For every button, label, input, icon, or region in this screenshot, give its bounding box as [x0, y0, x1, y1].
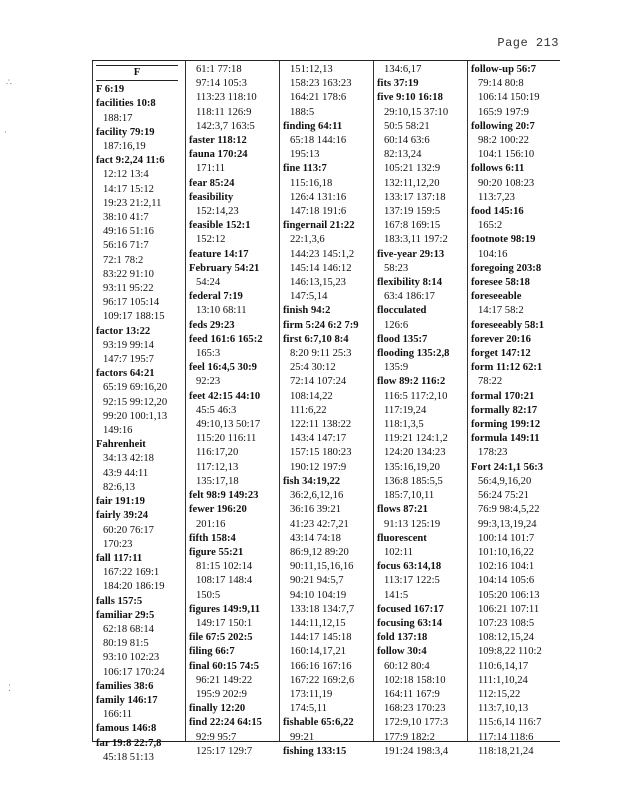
index-reference: 104:14 105:6 — [478, 575, 535, 587]
index-reference: 167:8 169:15 — [384, 220, 441, 232]
index-term: final 60:15 74:5 — [189, 660, 260, 672]
index-reference: 72:14 107:24 — [290, 376, 347, 388]
index-reference: 62:18 68:14 — [103, 623, 154, 635]
index-term: footnote 98:19 — [471, 234, 536, 246]
index-reference: 45:5 46:3 — [196, 404, 237, 416]
index-term: falls 157:5 — [96, 595, 143, 607]
index-term: feel 16:4,5 30:9 — [189, 362, 257, 374]
index-reference: 102:16 104:1 — [478, 561, 535, 573]
index-reference: 65:18 144:16 — [290, 135, 347, 147]
index-term: fits 37:19 — [377, 78, 419, 90]
index-reference: 147:7 195:7 — [103, 354, 154, 366]
index-reference: 143:4 147:17 — [290, 433, 347, 445]
index-reference: 195:9 202:9 — [196, 688, 247, 700]
index-reference: 119:21 124:1,2 — [384, 433, 448, 445]
index-reference: 80:19 81:5 — [103, 638, 149, 650]
index-reference: 132:11,12,20 — [384, 177, 440, 189]
index-reference: 201:16 — [196, 518, 226, 530]
index-reference: 36:2,6,12,16 — [290, 490, 344, 502]
index-reference: 19:23 21:2,11 — [103, 197, 162, 209]
index-reference: 165:2 — [478, 220, 503, 232]
index-term: facility 79:19 — [96, 126, 155, 138]
index-term: forming 199:12 — [471, 419, 541, 431]
index-reference: 91:13 125:19 — [384, 518, 441, 530]
index-term: fauna 170:24 — [189, 149, 248, 161]
index-reference: 116:17,20 — [196, 447, 239, 459]
index-term: flood 135:7 — [377, 333, 428, 345]
index-reference: 165:9 197:9 — [478, 106, 529, 118]
index-term: finally 12:20 — [189, 703, 246, 715]
index-term: fish 34:19,22 — [283, 475, 341, 487]
index-term: foresee 58:18 — [471, 277, 530, 289]
index-reference: 144:11,12,15 — [290, 617, 346, 629]
index-reference: 104:1 156:10 — [478, 149, 535, 161]
index-reference: 158:23 163:23 — [290, 78, 352, 90]
index-reference: 177:9 182:2 — [384, 731, 435, 743]
index-column-3 — [280, 61, 374, 757]
index-term: fingernail 21:22 — [283, 220, 355, 232]
index-term: federal 7:19 — [189, 291, 243, 303]
index-reference: 142:3,7 163:5 — [196, 120, 255, 132]
index-term: find 22:24 64:15 — [189, 717, 262, 729]
index-reference: 160:14,17,21 — [290, 646, 346, 658]
index-reference: 109:8,22 110:2 — [478, 646, 542, 658]
index-term: focused 167:17 — [377, 603, 444, 615]
index-reference: 167:22 169:2,6 — [290, 674, 355, 686]
index-term: five-year 29:13 — [377, 248, 445, 260]
index-reference: 141:5 — [384, 589, 409, 601]
index-term: foreseeable — [471, 291, 522, 303]
index-reference: 99:20 100:1,13 — [103, 410, 168, 422]
index-reference: 188:5 — [290, 106, 315, 118]
index-reference: 113:7,10,13 — [478, 703, 529, 715]
index-reference: 13:10 68:11 — [196, 305, 247, 317]
index-reference: 113:23 118:10 — [196, 92, 257, 104]
index-reference: 29:10,15 37:10 — [384, 106, 449, 118]
index-reference: 109:17 188:15 — [103, 311, 165, 323]
index-reference: 185:7,10,11 — [384, 490, 435, 502]
index-reference: 191:24 198:3,4 — [384, 745, 449, 757]
index-reference: 106:21 107:11 — [478, 603, 540, 615]
index-term: finish 94:2 — [283, 305, 331, 317]
index-reference: 98:2 100:22 — [478, 135, 529, 147]
index-reference: 122:11 138:22 — [290, 419, 352, 431]
index-reference: 117:12,13 — [196, 461, 239, 473]
index-reference: 93:11 95:22 — [103, 283, 154, 295]
index-reference: 144:17 145:18 — [290, 632, 352, 644]
index-reference: 124:20 134:23 — [384, 447, 446, 459]
index-reference: 96:21 149:22 — [196, 674, 253, 686]
index-reference: 115:16,18 — [290, 177, 333, 189]
index-reference: 115:20 116:11 — [196, 433, 257, 445]
index-reference: 115:6,14 116:7 — [478, 717, 542, 729]
index-reference: 60:14 63:6 — [384, 135, 430, 147]
index-reference: 164:11 167:9 — [384, 688, 440, 700]
index-reference: 112:15,22 — [478, 688, 521, 700]
index-reference: 56:16 71:7 — [103, 240, 149, 252]
index-term: fact 9:2,24 11:6 — [96, 155, 165, 167]
index-reference: 110:6,14,17 — [478, 660, 529, 672]
index-term: flocculated — [377, 305, 427, 317]
index-reference: 113:7,23 — [478, 191, 515, 203]
index-reference: 104:16 — [478, 248, 508, 260]
index-reference: 195:13 — [290, 149, 320, 161]
index-reference: 86:9,12 89:20 — [290, 546, 349, 558]
index-reference: 135:9 — [384, 362, 409, 374]
index-term: familiar 29:5 — [96, 609, 155, 621]
index-reference: 56:4,9,16,20 — [478, 475, 532, 487]
index-column-1 — [92, 61, 186, 763]
index-reference: 100:14 101:7 — [478, 532, 535, 544]
index-reference: 38:10 41:7 — [103, 212, 149, 224]
index-reference: 106:14 150:19 — [478, 92, 540, 104]
index-reference: 135:17,18 — [196, 475, 239, 487]
index-reference: 83:22 91:10 — [103, 268, 154, 280]
index-reference: 65:19 69:16,20 — [103, 382, 168, 394]
index-reference: 146:13,15,23 — [290, 277, 346, 289]
scan-mark: ⁚ — [8, 684, 11, 694]
index-term: form 11:12 62:1 — [471, 362, 543, 374]
index-reference: 183:3,11 197:2 — [384, 234, 448, 246]
index-term: fine 113:7 — [283, 163, 327, 175]
index-term: first 6:7,10 8:4 — [283, 333, 349, 345]
index-reference: 99:21 — [290, 731, 315, 743]
index-term: fishable 65:6,22 — [283, 717, 354, 729]
index-reference: 60:20 76:17 — [103, 524, 154, 536]
index-reference: 126:6 — [384, 319, 409, 331]
index-reference: 96:17 105:14 — [103, 297, 160, 309]
index-reference: 147:18 191:6 — [290, 206, 347, 218]
index-reference: 118:18,21,24 — [478, 745, 534, 757]
index-reference: 102:11 — [384, 546, 414, 558]
index-reference: 34:13 42:18 — [103, 453, 154, 465]
index-term: flooding 135:2,8 — [377, 348, 450, 360]
index-term: follows 6:11 — [471, 163, 525, 175]
index-term: follow 30:4 — [377, 646, 427, 658]
index-term: families 38:6 — [96, 680, 154, 692]
index-reference: 133:18 134:7,7 — [290, 603, 355, 615]
scan-mark: · — [4, 128, 7, 138]
index-term: faster 118:12 — [189, 135, 247, 147]
index-term: fairly 39:24 — [96, 510, 149, 522]
index-term: fluorescent — [377, 532, 427, 544]
index-reference: 41:23 42:7,21 — [290, 518, 349, 530]
index-term: factors 64:21 — [96, 368, 155, 380]
index-term: felt 98:9 149:23 — [189, 490, 259, 502]
index-reference: 101:10,16,22 — [478, 546, 534, 558]
index-reference: 82:13,24 — [384, 149, 422, 161]
index-term: family 146:17 — [96, 694, 158, 706]
index-reference: 166:16 167:16 — [290, 660, 352, 672]
section-letter-heading: F — [96, 65, 178, 81]
index-reference: 113:17 122:5 — [384, 575, 440, 587]
index-reference: 90:21 94:5,7 — [290, 575, 344, 587]
index-reference: 170:23 — [103, 538, 133, 550]
index-term: factor 13:22 — [96, 325, 151, 337]
index-reference: 106:17 170:24 — [103, 666, 165, 678]
index-term: fall 117:11 — [96, 552, 143, 564]
index-reference: 171:11 — [196, 163, 226, 175]
index-term: formula 149:11 — [471, 433, 540, 445]
index-term: feds 29:23 — [189, 319, 235, 331]
index-term: fishing 133:15 — [283, 745, 347, 757]
index-reference: 145:14 146:12 — [290, 262, 352, 274]
index-reference: 117:19,24 — [384, 404, 427, 416]
index-term: feasibility — [189, 191, 234, 203]
index-term: fair 191:19 — [96, 496, 145, 508]
index-reference: 147:5,14 — [290, 291, 328, 303]
index-reference: 97:14 105:3 — [196, 78, 247, 90]
index-reference: 12:12 13:4 — [103, 169, 149, 181]
index-reference: 63:4 186:17 — [384, 291, 435, 303]
index-reference: 99:3,13,19,24 — [478, 518, 537, 530]
index-term: follow-up 56:7 — [471, 64, 537, 75]
index-reference: 188:17 — [103, 112, 133, 124]
index-reference: 49:10,13 50:17 — [196, 419, 261, 431]
index-reference: 61:1 77:18 — [196, 64, 242, 75]
index-reference: 93:19 99:14 — [103, 339, 154, 351]
index-term: far 19:8 22:7,8 — [96, 737, 162, 749]
index-reference: 167:22 169:1 — [103, 567, 160, 579]
index-reference: 118:11 126:9 — [196, 106, 252, 118]
index-reference: 45:18 51:13 — [103, 751, 154, 763]
index-reference: 49:16 51:16 — [103, 226, 154, 238]
index-term: flexibility 8:14 — [377, 277, 443, 289]
index-reference: 149:16 — [103, 425, 133, 437]
index-term: fewer 196:20 — [189, 504, 247, 516]
index-term: figures 149:9,11 — [189, 603, 261, 615]
index-reference: 144:23 145:1,2 — [290, 248, 355, 260]
index-term: foreseeably 58:1 — [471, 319, 545, 331]
index-reference: 25:4 30:12 — [290, 362, 336, 374]
index-term: formally 82:17 — [471, 404, 538, 416]
index-reference: 134:6,17 — [384, 64, 422, 75]
index-reference: 90:11,15,16,16 — [290, 561, 354, 573]
index-reference: 190:12 197:9 — [290, 461, 347, 473]
index-reference: 60:12 80:4 — [384, 660, 430, 672]
index-reference: 118:1,3,5 — [384, 419, 424, 431]
index-reference: 43:9 44:11 — [103, 467, 149, 479]
index-reference: 36:16 39:21 — [290, 504, 341, 516]
index-reference: 90:20 108:23 — [478, 177, 535, 189]
index-term: forget 147:12 — [471, 348, 531, 360]
index-term: focusing 63:14 — [377, 617, 443, 629]
index-reference: 108:14,22 — [290, 390, 333, 402]
index-reference: 105:20 106:13 — [478, 589, 540, 601]
index-term: F 6:19 — [96, 84, 125, 96]
index-reference: 78:22 — [478, 376, 503, 388]
index-reference: 92:23 — [196, 376, 221, 388]
index-term: formal 170:21 — [471, 390, 535, 402]
index-reference: 165:3 — [196, 348, 221, 360]
index-reference: 116:5 117:2,10 — [384, 390, 448, 402]
index-term: February 54:21 — [189, 262, 260, 274]
index-reference: 72:1 78:2 — [103, 254, 144, 266]
index-term: foregoing 203:8 — [471, 262, 542, 274]
index-grid — [92, 60, 560, 763]
index-term: following 20:7 — [471, 120, 535, 132]
index-reference: 105:21 132:9 — [384, 163, 441, 175]
index-reference: 50:5 58:21 — [384, 120, 430, 132]
index-term: Fort 24:1,1 56:3 — [471, 461, 544, 473]
index-reference: 166:11 — [103, 709, 133, 721]
index-reference: 172:9,10 177:3 — [384, 717, 449, 729]
index-term: facilities 10:8 — [96, 98, 156, 110]
index-term: feature 14:17 — [189, 248, 249, 260]
scan-mark: ∴ — [6, 78, 12, 88]
index-reference: 14:17 58:2 — [478, 305, 524, 317]
index-reference: 79:14 80:8 — [478, 78, 524, 90]
index-column-5 — [468, 61, 562, 757]
index-reference: 152:14,23 — [196, 206, 239, 218]
index-reference: 108:12,15,24 — [478, 632, 534, 644]
index-reference: 149:17 150:1 — [196, 617, 253, 629]
index-reference: 93:10 102:23 — [103, 652, 160, 664]
index-term: flow 89:2 116:2 — [377, 376, 446, 388]
index-reference: 43:14 74:18 — [290, 532, 341, 544]
index-term: feasible 152:1 — [189, 220, 251, 232]
index-term: feed 161:6 165:2 — [189, 333, 263, 345]
index-reference: 150:5 — [196, 589, 221, 601]
page-number: Page 213 — [497, 36, 559, 50]
index-reference: 135:16,19,20 — [384, 461, 440, 473]
index-reference: 54:24 — [196, 277, 221, 289]
index-column-4 — [374, 61, 468, 757]
index-reference: 164:21 178:6 — [290, 92, 347, 104]
index-term: fold 137:18 — [377, 632, 428, 644]
index-reference: 92:15 99:12,20 — [103, 396, 168, 408]
index-term: Fahrenheit — [96, 439, 146, 451]
index-reference: 111:6,22 — [290, 404, 327, 416]
index-reference: 187:16,19 — [103, 141, 146, 153]
index-reference: 157:15 180:23 — [290, 447, 352, 459]
index-term: figure 55:21 — [189, 546, 244, 558]
index-reference: 82:6,13 — [103, 481, 136, 493]
index-reference: 174:5,11 — [290, 703, 327, 715]
index-reference: 137:19 159:5 — [384, 206, 441, 218]
index-reference: 76:9 98:4,5,22 — [478, 504, 540, 516]
index-reference: 136:8 185:5,5 — [384, 475, 443, 487]
index-reference: 168:23 170:23 — [384, 703, 446, 715]
index-reference: 111:1,10,24 — [478, 674, 528, 686]
index-reference: 8:20 9:11 25:3 — [290, 348, 352, 360]
index-term: forever 20:16 — [471, 333, 531, 345]
index-reference: 56:24 75:21 — [478, 490, 529, 502]
index-reference: 117:14 118:6 — [478, 731, 534, 743]
index-reference: 151:12,13 — [290, 64, 333, 75]
index-term: flows 87:21 — [377, 504, 428, 516]
index-term: focus 63:14,18 — [377, 561, 442, 573]
index-term: finding 64:11 — [283, 120, 343, 132]
index-reference: 81:15 102:14 — [196, 561, 253, 573]
index-reference: 102:18 158:10 — [384, 674, 446, 686]
index-reference: 178:23 — [478, 447, 508, 459]
index-reference: 107:23 108:5 — [478, 617, 535, 629]
index-reference: 126:4 131:16 — [290, 191, 347, 203]
index-reference: 108:17 148:4 — [196, 575, 253, 587]
index-reference: 94:10 104:19 — [290, 589, 347, 601]
index-reference: 92:9 95:7 — [196, 731, 237, 743]
index-reference: 184:20 186:19 — [103, 581, 165, 593]
index-term: firm 5:24 6:2 7:9 — [283, 319, 359, 331]
index-reference: 58:23 — [384, 262, 409, 274]
index-reference: 173:11,19 — [290, 688, 333, 700]
index-column-2 — [186, 61, 280, 757]
index-term: famous 146:8 — [96, 723, 157, 735]
index-term: filing 66:7 — [189, 646, 235, 658]
index-term: fear 85:24 — [189, 177, 235, 189]
index-term: file 67:5 202:5 — [189, 632, 253, 644]
index-term: feet 42:15 44:10 — [189, 390, 261, 402]
index-term: five 9:10 16:18 — [377, 92, 443, 104]
index-reference: 125:17 129:7 — [196, 745, 253, 757]
index-term: food 145:16 — [471, 206, 524, 218]
index-reference: 133:17 137:18 — [384, 191, 446, 203]
index-reference: 152:12 — [196, 234, 226, 246]
index-reference: 14:17 15:12 — [103, 183, 154, 195]
index-reference: 22:1,3,6 — [290, 234, 325, 246]
index-term: fifth 158:4 — [189, 532, 236, 544]
